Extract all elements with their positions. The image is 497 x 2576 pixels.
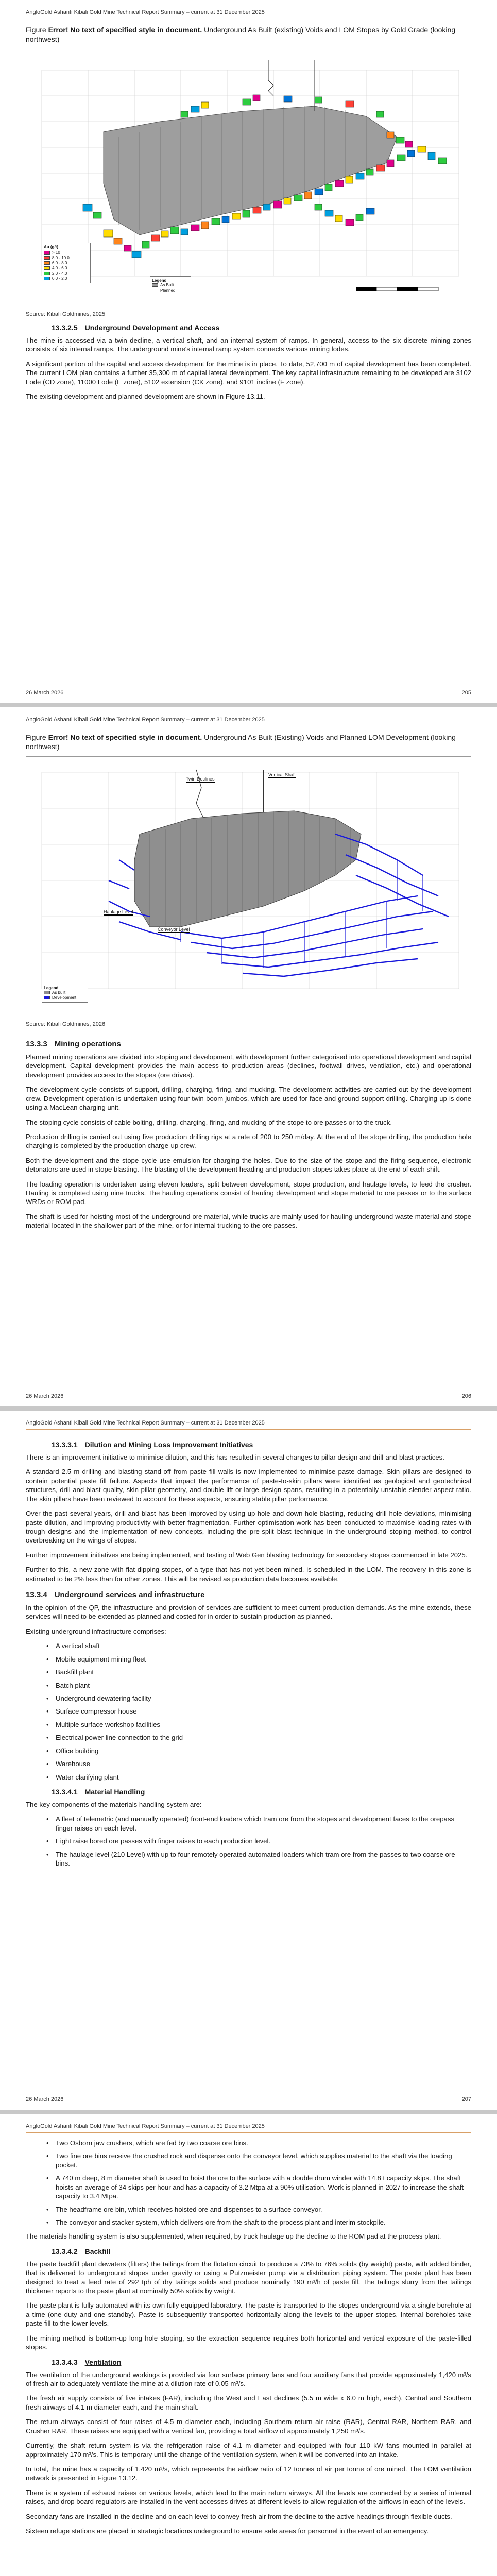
- paragraph: The fresh air supply consists of five intakes (FAR), including the West and East declines (5.5 m wide x 6.0 m high, each), Central and Southern fresh airways of 4.1 m diameter each, and the main shaft.: [26, 2394, 471, 2411]
- figure-source: Source: Kibali Goldmines, 2026: [26, 1021, 106, 1027]
- paragraph: Currently, the shaft return system is via the refrigeration raise of 4.1 m diameter and equipped with four 110 kW fans mounted in parallel at approximately 170 m³/s. This is temporary until the change of the ventilation system, when it will be converted into an intake.: [26, 2442, 471, 2459]
- paragraph: There is a system of exhaust raises on various levels, which lead to the main return airways. All the levels are connected by a series of internal raises, and drop board regulators are installed in the vent accesses drives at different levels to allow regulation of the airflows in each of the levels.: [26, 2488, 471, 2506]
- section-heading: [26, 1040, 471, 1048]
- page-206: [0, 707, 497, 1406]
- material-handling-list: [26, 2139, 471, 2227]
- section-heading: [52, 2247, 471, 2256]
- page-gap: [0, 1406, 497, 1411]
- section-title: Mining operations: [54, 1040, 121, 1048]
- list-item: • The conveyor and stacker system, which delivers ore from the shaft to the process plant and interim stockpile.: [26, 2218, 471, 2227]
- label-twin-declines: Twin Declines: [186, 776, 215, 782]
- paragraph: Existing underground infrastructure comprises:: [26, 1627, 166, 1635]
- page-gap: [0, 703, 497, 707]
- list-item: • Underground dewatering facility: [26, 1694, 471, 1703]
- list-item: • Surface compressor house: [26, 1707, 471, 1716]
- paragraph: The materials handling system is also supplemented, when required, by truck haulage up the decline to the ROM pad at the process plant.: [26, 2232, 441, 2241]
- section-title: Ventilation: [84, 2358, 122, 2366]
- development-model-image: [26, 757, 471, 1019]
- label-vertical-shaft: Vertical Shaft: [268, 772, 296, 777]
- caption-label: Figure: [26, 733, 46, 741]
- section-number: 13.3.3.1: [52, 1440, 78, 1449]
- paragraph: In total, the mine has a capacity of 1,420 m³/s, which represents the airflow ratio of 12 tonnes of air per tonne of ore mined. The LOM ventilation network is presented in Figure 13.12.: [26, 2465, 471, 2482]
- figure-caption: [26, 733, 471, 751]
- figure-source: Source: Kibali Goldmines, 2025: [26, 311, 106, 317]
- section-number: 13.3.4.1: [52, 1787, 78, 1796]
- paragraph: The paste backfill plant dewaters (filters) the tailings from the flotation circuit to produce a 73% to 76% solids (by weight) paste, with added binder, that is delivered to underground stopes under gravity or using a Putzmeister pump via a distribution piping system. The paste plant has been designed to treat a feed rate of 292 tph of dry tailings solids and produce nominally 190 m³/h of paste fill. The tailings slurry from the tailings thickener reports to the paste plant at nominally 50% solids by weight.: [26, 2260, 471, 2295]
- paragraph: Planned mining operations are divided into stoping and development, with development further categorised into operational development and capital development. Capital development provides the main access to production areas (declines, footwall drives, ventilation, etc.) and operational development provides access to the stopes (ore drives).: [26, 1053, 471, 1079]
- legend-item: Development: [52, 995, 77, 1000]
- paragraph: The ventilation of the underground workings is provided via four surface primary fans and four auxiliary fans that provide approximately 1,420 m³/s of fresh air to adequately ventilate the mine at a dilution rate of 0.05 m³/s.: [26, 2370, 471, 2388]
- section-number: 13.3.4.3: [52, 2358, 78, 2366]
- running-header: AngloGold Ashanti Kibali Gold Mine Technical Report Summary – current at 31 December 2025: [26, 1420, 265, 1426]
- list-item: • Warehouse: [26, 1759, 471, 1768]
- label-conveyor-level: Conveyor Level: [158, 927, 190, 932]
- label-haulage-level: Haulage Level: [104, 909, 133, 914]
- paragraph: Over the past several years, drill-and-blast has been improved by using up-hole and down-hole blasting, reducing drill hole deviations, minimising paste dilution, and improving productivity with better fragmentation. Further optimisation work has been conducted to maximise loading rates with trough designs and the implementation of new concepts, including the pre-split blast technique in the underground stoping method, to control overbreaking on the wings of stopes.: [26, 1510, 471, 1545]
- section-number: 13.3.3: [26, 1040, 47, 1048]
- paragraph: A standard 2.5 m drilling and blasting stand-off from paste fill walls is now implemented to minimise paste damage. Skin pillars are designed to contain potential paste fill failure. Aspects that impact the performance of paste-to-skin pillars were identified as geological and geotechnical structures, drill-and-blast quality, skin pillar geometry, and double lift or large design spans, resulting in a potentially unstable slender aspect ratio. The skin pillars have been reviewed to account for these aspects, ensuring stable pillar performance.: [26, 1468, 471, 1503]
- section-heading: [52, 1788, 471, 1796]
- page-207: [0, 1411, 497, 2110]
- list-item: • Multiple surface workshop facilities: [26, 1720, 471, 1729]
- section-title: Backfill: [84, 2247, 111, 2256]
- built-legend: [150, 276, 191, 295]
- paragraph: The shaft is used for hoisting most of the underground ore material, while trucks are mainly used for hauling underground waste material and stope material located in the shallower part of the mine, or for internal trucking to the ore passes.: [26, 1212, 471, 1230]
- footer-date: 26 March 2026: [26, 1393, 64, 1399]
- paragraph: The mine is accessed via a twin decline, a vertical shaft, and an internal system of ramps. In general, access to the six discrete mining zones consists of six internal ramps. The underground mine's internal ramp system connects various mining lodes.: [26, 336, 471, 353]
- running-header: AngloGold Ashanti Kibali Gold Mine Technical Report Summary – current at 31 December 2025: [26, 2123, 265, 2129]
- legend-item: 2.0 - 4.0: [52, 271, 67, 276]
- list-item: • A vertical shaft: [26, 1641, 471, 1650]
- paragraph: The loading operation is undertaken using eleven loaders, split between development, stope production, and haulage levels, to feed the crusher. Hauling is completed using nine trucks. The hauling operations consist of hauling development and stope material to ore passes or to the surface WRDs or ROM pad.: [26, 1180, 471, 1206]
- development-legend: [42, 984, 88, 1003]
- caption-text: Underground As Built (Existing) Voids and Planned LOM Development (looking northwest): [26, 733, 456, 751]
- list-item: • A 740 m deep, 8 m diameter shaft is used to hoist the ore to the surface with a double drum winder with 14.8 t capacity skips. The shaft hoists an average of 34 skips per hour and has a capacity of 3.2 Mtpa at a 90% utilisation. Work is planned in 2027 to increase the shaft capacity to 3.4 Mtpa.: [26, 2174, 471, 2200]
- footer-date: 26 March 2026: [26, 690, 64, 696]
- legend-item: > 10: [52, 250, 60, 255]
- section-title: Dilution and Mining Loss Improvement Initiatives: [84, 1440, 253, 1449]
- list-item: • Mobile equipment mining fleet: [26, 1655, 471, 1664]
- legend2-title: Legend: [152, 278, 167, 283]
- paragraph: Further to this, a new zone with flat dipping stopes, of a type that has not yet been mined, is scheduled in the LOM. The recovery in this zone is estimated to be 2% less than for other zones. This will be revised as production data becomes available.: [26, 1566, 471, 1583]
- section-heading: [52, 2358, 471, 2366]
- running-header: AngloGold Ashanti Kibali Gold Mine Technical Report Summary – current at 31 December 2025: [26, 717, 265, 723]
- page-gap: [0, 2110, 497, 2114]
- grade-stope-figure: [26, 49, 471, 309]
- header-rule: [26, 1429, 471, 1430]
- legend-item: 4.0 - 6.0: [52, 266, 67, 270]
- list-item: • The headframe ore bin, which receives hoisted ore and dispenses to a surface conveyor.: [26, 2205, 471, 2214]
- page-number: 205: [461, 690, 471, 696]
- caption-text: Underground As Built (existing) Voids and LOM Stopes by Gold Grade (looking northwest): [26, 26, 456, 43]
- page-205: [0, 0, 497, 703]
- caption-label: Figure: [26, 26, 46, 34]
- legend2-item: As Built: [160, 283, 175, 287]
- legend-item: 8.0 - 10.0: [52, 256, 70, 260]
- list-item: • Two fine ore bins receive the crushed rock and dispense onto the conveyor level, which supplies material to the shaft via the loading pocket.: [26, 2151, 471, 2170]
- paragraph: The mining method is bottom-up long hole stoping, so the extraction sequence requires both horizontal and vertical exposure of the paste-filled stopes.: [26, 2334, 471, 2351]
- section-number: 13.3.4: [26, 1590, 47, 1600]
- section-title: Underground Development and Access: [84, 324, 220, 332]
- section-heading: [52, 1440, 471, 1449]
- list-item: • Backfill plant: [26, 1668, 471, 1676]
- infrastructure-list: [26, 1641, 471, 1782]
- paragraph: Secondary fans are installed in the decline and on each level to convey fresh air from the decline to the active headings through flexible ducts.: [26, 2512, 452, 2520]
- caption-error: Error! No text of specified style in document.: [48, 733, 202, 741]
- paragraph: A significant portion of the capital and access development for the mine is in place. To date, 52,700 m of capital development has been completed. The current LOM plan contains a further 35,300 m of capital lateral development. The key capital infrastructure remaining to be developed are 3102 Lode (CD zone), 11000 Lode (E zone), 5102 extension (CK zone), and 9101 incline (F zone).: [26, 360, 471, 386]
- paragraph: The paste plant is fully automated with its own fully equipped laboratory. The paste is transported to the stopes underground via a single borehole at a time (one duty and one standby). Paste is subsequently transported horizontally along the levels to the upper stopes. Internal boreholes take paste fill to the lower levels.: [26, 2301, 471, 2328]
- section-number: 13.3.4.2: [52, 2247, 78, 2256]
- page-number: 207: [461, 2096, 471, 2103]
- list-item: • Water clarifying plant: [26, 1773, 471, 1782]
- list-item: • Eight raise bored ore passes with finger raises to each production level.: [26, 1837, 471, 1845]
- section-title: Material Handling: [84, 1787, 145, 1796]
- section-title: Underground services and infrastructure: [54, 1590, 205, 1600]
- legend-title: Legend: [44, 986, 59, 990]
- list-item: • Two Osborn jaw crushers, which are fed by two coarse ore bins.: [26, 2139, 471, 2147]
- stope-model-image: [26, 49, 471, 309]
- paragraph: Production drilling is carried out using five production drilling rigs at a rate of 200 to 250 m/day. At the end of the stope drilling, the production hole charging is completed by the production charge-up crew.: [26, 1132, 471, 1150]
- paragraph: The stoping cycle consists of cable bolting, drilling, charging, firing, and mucking of the stope to ore passes or to the truck.: [26, 1118, 392, 1126]
- legend-item: As built: [52, 990, 66, 995]
- legend2-item: Planned: [160, 288, 176, 293]
- header-rule: [26, 2132, 471, 2133]
- paragraph: Further improvement initiatives are being implemented, and testing of Web Gen blasting technology for secondary stopes commenced in late 2025.: [26, 1551, 468, 1559]
- paragraph: There is an improvement initiative to minimise dilution, and this has resulted in several changes to pillar design and drill-and-blast practices.: [26, 1453, 444, 1461]
- grade-legend: [42, 243, 91, 283]
- section-number: 13.3.2.5: [52, 324, 78, 332]
- legend-title: Au (g/t): [44, 245, 58, 249]
- paragraph: The existing development and planned development are shown in Figure 13.11.: [26, 393, 265, 401]
- list-item: • Batch plant: [26, 1681, 471, 1690]
- running-header: AngloGold Ashanti Kibali Gold Mine Technical Report Summary – current at 31 December 2025: [26, 9, 265, 15]
- material-handling-list: [26, 1815, 471, 1868]
- paragraph: In the opinion of the QP, the infrastructure and provision of services are sufficient to meet current production demands. As the mine extends, these services will need to be extended as planned and costed for in order to sustain production as planned.: [26, 1604, 471, 1621]
- paragraph: The return airways consist of four raises of 4.5 m diameter each, including Southern return air raise (RAR), Central RAR, Northern RAR, and Crusher RAR. These raises are equipped with a vertical fan, providing a total airflow of approximately 1,250 m³/s.: [26, 2418, 471, 2435]
- section-heading: [52, 324, 471, 332]
- paragraph: The development cycle consists of support, drilling, charging, firing, and mucking. The development activities are carried out by the development crew. Development operation is undertaken using four twin-boom jumbos, which are used for face and ground support drilling. Charging up is done using a MacLean charging unit.: [26, 1086, 471, 1112]
- development-figure: [26, 756, 471, 1019]
- legend-item: 6.0 - 8.0: [52, 261, 67, 265]
- page-number: 206: [461, 1393, 471, 1399]
- list-item: • Office building: [26, 1747, 471, 1755]
- paragraph: Both the development and the stope cycle use emulsion for charging the holes. Due to the size of the stope and the firing sequence, electronic detonators are used in stope blasting. The blasting of the development heading and production stopes takes place at the end of each shift.: [26, 1156, 471, 1174]
- paragraph: Sixteen refuge stations are placed in strategic locations underground to ensure safe areas for personnel in the event of an emergency.: [26, 2527, 429, 2535]
- list-item: • A fleet of telemetric (and manually operated) front-end loaders which tram ore from the stopes and development faces to the orepass finger raises on each level.: [26, 1815, 471, 1833]
- list-item: • The haulage level (210 Level) with up to four remotely operated automated loaders which tram ore from the passes to two coarse ore bins.: [26, 1850, 471, 1868]
- figure-caption: [26, 26, 471, 44]
- caption-error: Error! No text of specified style in document.: [48, 26, 202, 34]
- footer-date: 26 March 2026: [26, 2096, 64, 2103]
- list-item: • Electrical power line connection to the grid: [26, 1733, 471, 1742]
- section-heading: [26, 1590, 471, 1599]
- paragraph: The key components of the materials handling system are:: [26, 1800, 202, 1808]
- page-208: [0, 2114, 497, 2576]
- legend-item: 0.0 - 2.0: [52, 276, 67, 281]
